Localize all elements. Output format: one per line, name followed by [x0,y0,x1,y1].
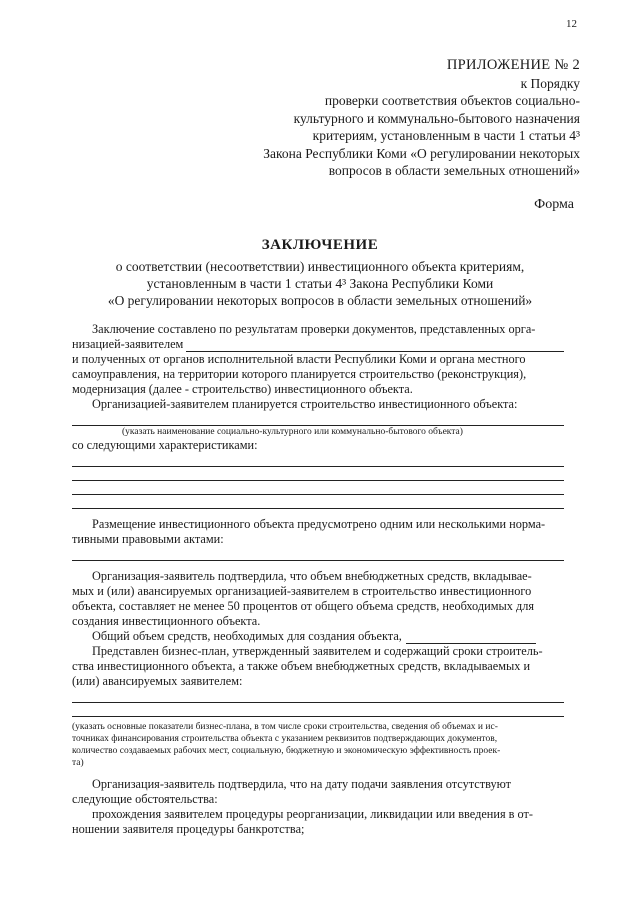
applicant-row [72,337,564,352]
form-label: Форма [534,197,574,212]
body-line: низацией-заявителем [72,337,184,351]
body-line: и полученных от органов исполнительной власти Республики Коми и органа местного [72,352,526,366]
field-caption: (указать наименование социально-культурного или коммунально-бытового объекта) [122,427,463,437]
appendix-title: ПРИЛОЖЕНИЕ № 2 [446,57,580,73]
body-line: объекта, составляет не менее 50 процентов от общего объема средств, необходимых для [72,599,535,613]
subtitle-line: о соответствии (несоответствии) инвестиционного объекта критериям, [115,259,525,274]
blank-line [72,703,564,717]
body-line: ства инвестиционного объекта, а также объем внебюджетных средств, вкладываемых и [72,659,531,673]
field-caption: (указать основные показатели бизнес-плана, в том числе сроки строительства, сведения об объемах и ис- [72,722,498,732]
appendix-line: к Порядку [520,75,580,91]
appendix-line: вопросов в области земельных отношений» [328,163,580,178]
body-line: тивными правовыми актами: [72,532,224,546]
body-line: следующие обстоятельства: [72,792,218,806]
body-line: Заключение составлено по результатам проверки документов, представленных орга- [92,322,536,336]
body-line: Организация-заявитель подтвердила, что объем внебюджетных средств, вкладывае- [92,569,532,583]
subtitle-line: «О регулировании некоторых вопросов в области земельных отношений» [107,293,533,308]
appendix-line: критериям, установленным в части 1 статьи 4³ [312,128,580,143]
body-line: Организацией-заявителем планируется строительство инвестиционного объекта: [92,397,518,411]
subtitle-line: установленным в части 1 статьи 4³ Закона Республики Коми [146,276,494,291]
applicant-blank-line [186,340,564,352]
body-line: ношении заявителя процедуры банкротства; [72,822,305,836]
blank-line [72,412,564,426]
body-line: мых и (или) авансируемых организацией-заявителем в строительство инвестиционного [72,584,532,598]
body-line: Размещение инвестиционного объекта предусмотрено одним или несколькими норма- [92,517,546,531]
body-line: модернизация (далее - строительство) инвестиционного объекта. [72,382,413,396]
blank-line [72,689,564,703]
field-caption: точниках финансирования строительства объекта с указанием реквизитов подтверждающих документов, [72,734,498,744]
blank-line [72,547,564,561]
document-subtitle [60,258,580,309]
document-body [72,322,564,837]
blank-line [72,453,564,467]
total-funds-blank [406,632,536,644]
blank-line [72,467,564,481]
page-number: 12 [566,18,577,30]
body-line: со следующими характеристиками: [72,438,258,452]
appendix-line: Закона Республики Коми «О регулировании некоторых [263,145,580,161]
body-line: самоуправления, на территории которого планируется строительство (реконструкция), [72,367,527,381]
document-title: ЗАКЛЮЧЕНИЕ [261,237,379,253]
field-caption: количество создаваемых рабочих мест, социальную, бюджетную и экономическую эффективность проек- [72,746,501,756]
body-line: Общий объем средств, необходимых для создания объекта, [92,629,402,643]
blank-line [72,481,564,495]
body-line: создания инвестиционного объекта. [72,614,261,628]
body-line: Организация-заявитель подтвердила, что на дату подачи заявления отсутствуют [92,777,512,791]
blank-line [72,495,564,509]
body-line: прохождения заявителем процедуры реорганизации, ликвидации или введения в от- [92,807,534,821]
appendix-line: культурного и коммунально-бытового назначения [293,110,580,126]
total-funds-row [72,629,564,644]
body-line: (или) авансируемых заявителем: [72,674,243,688]
field-caption: та) [72,758,84,768]
appendix-header [180,57,580,180]
appendix-line: проверки соответствия объектов социально- [324,93,580,108]
body-line: Представлен бизнес-план, утвержденный заявителем и содержащий сроки строитель- [92,644,543,658]
